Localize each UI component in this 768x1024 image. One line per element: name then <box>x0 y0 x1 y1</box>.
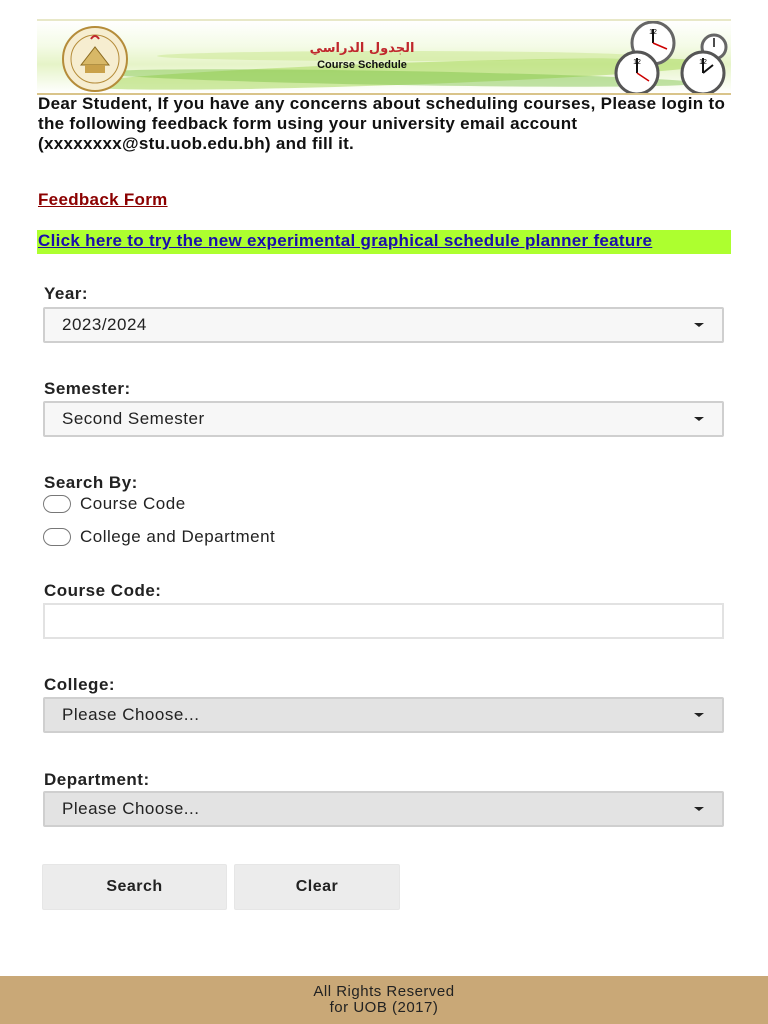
clocks-icon <box>609 21 731 95</box>
svg-text:12: 12 <box>633 59 641 66</box>
chevron-down-icon <box>694 417 704 421</box>
radio-course-code-label[interactable]: Course Code <box>80 494 186 513</box>
search-button[interactable]: Search <box>42 864 227 910</box>
footer-line-1: All Rights Reserved <box>313 983 455 1000</box>
intro-message: Dear Student, If you have any concerns about scheduling courses, Please login to the following feedback form using your university email account (xxxxxxxx@stu.uob.edu.bh) and fill it. <box>38 94 726 153</box>
course-code-input[interactable] <box>43 603 724 639</box>
year-select-value: 2023/2024 <box>62 315 147 334</box>
experimental-planner-link[interactable]: Click here to try the new experimental graphical schedule planner feature <box>38 231 653 250</box>
footer-line-2: for UOB (2017) <box>329 999 439 1016</box>
clear-button[interactable]: Clear <box>234 864 400 910</box>
year-label: Year: <box>44 284 89 303</box>
college-select-value: Please Choose... <box>62 705 200 724</box>
semester-label: Semester: <box>44 379 131 398</box>
college-label: College: <box>44 675 116 694</box>
department-select-value: Please Choose... <box>62 799 200 818</box>
chevron-down-icon <box>694 323 704 327</box>
course-code-label: Course Code: <box>44 581 162 600</box>
chevron-down-icon <box>694 807 704 811</box>
radio-college-department-label[interactable]: College and Department <box>80 527 276 546</box>
feedback-form-link[interactable]: Feedback Form <box>38 190 168 209</box>
header-banner <box>37 19 731 95</box>
department-label: Department: <box>44 770 150 789</box>
semester-select-value: Second Semester <box>62 409 205 428</box>
college-select[interactable] <box>43 697 724 733</box>
radio-button[interactable] <box>43 495 71 513</box>
year-select[interactable] <box>43 307 724 343</box>
radio-button[interactable] <box>43 528 71 546</box>
department-select[interactable] <box>43 791 724 827</box>
search-by-label: Search By: <box>44 473 138 492</box>
chevron-down-icon <box>694 713 704 717</box>
university-logo-icon <box>61 25 129 93</box>
semester-select[interactable] <box>43 401 724 437</box>
svg-text:12: 12 <box>649 29 657 36</box>
banner-title-arabic: الجدول الدراسي <box>309 41 415 56</box>
svg-text:12: 12 <box>699 59 707 66</box>
footer <box>0 976 768 1024</box>
banner-title-english: Course Schedule <box>317 59 407 71</box>
